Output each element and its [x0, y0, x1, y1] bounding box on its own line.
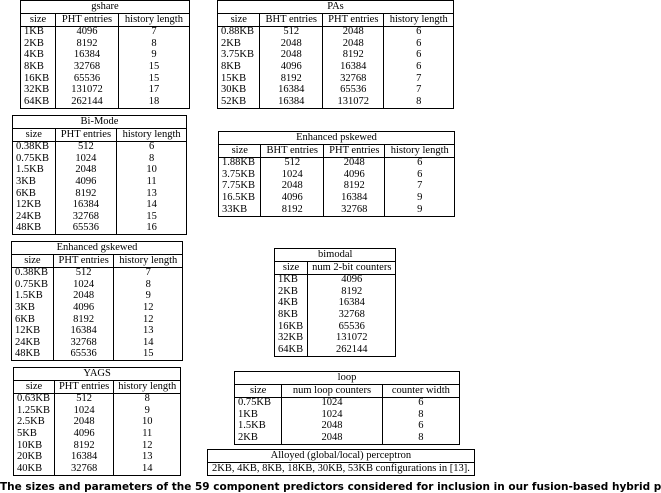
- yags-title: YAGS: [13, 367, 181, 380]
- loop-cell: 2048: [282, 421, 382, 433]
- gshare-cell: 16KB: [21, 73, 56, 85]
- gskewed-cell: 512: [53, 267, 114, 279]
- gshare-cell: 32768: [56, 61, 119, 73]
- yags-cell: 4096: [54, 428, 113, 440]
- loop-row: [235, 432, 460, 444]
- bimode-cell: 16384: [55, 200, 117, 212]
- gshare-cell: 9: [118, 50, 189, 62]
- gskewed-column-header: PHT entries: [53, 255, 114, 268]
- yags-row: [14, 463, 181, 475]
- yags-row: [14, 440, 181, 452]
- gshare-header-row: [21, 14, 190, 27]
- gshare-column-header: PHT entries: [56, 14, 119, 27]
- yags-cell: 1.25KB: [14, 405, 55, 417]
- yags-cell: 16384: [54, 452, 113, 464]
- pskewed-cell: 33KB: [219, 204, 261, 216]
- bimode-cell: 48KB: [13, 223, 56, 235]
- pas-row: [218, 38, 454, 50]
- pskewed-cell: 7: [385, 181, 455, 193]
- bimode-cell: 16: [117, 223, 187, 235]
- pas-cell: 2048: [323, 38, 384, 50]
- loop-cell: 2KB: [235, 432, 282, 444]
- gshare-cell: 2KB: [21, 38, 56, 50]
- pskewed-cell: 8192: [324, 181, 385, 193]
- loop-cell: 0.75KB: [235, 397, 282, 409]
- gshare-row: [21, 61, 190, 73]
- gskewed-cell: 2048: [53, 291, 114, 303]
- pas-cell: 8192: [260, 73, 323, 85]
- gskewed-title: Enhanced gskewed: [11, 241, 183, 254]
- pas-row: [218, 26, 454, 38]
- bimodal-row: [275, 344, 396, 356]
- pskewed-cell: 2048: [261, 181, 324, 193]
- pas-cell: 16384: [323, 61, 384, 73]
- pskewed-column-header: BHT entries: [261, 145, 324, 158]
- loop-column-header: counter width: [382, 385, 459, 398]
- gshare-cell: 18: [118, 96, 189, 108]
- gshare-cell: 15: [118, 61, 189, 73]
- bimode-cell: 14: [117, 200, 187, 212]
- gskewed-column-header: history length: [114, 255, 183, 268]
- loop-cell: 8: [382, 432, 459, 444]
- figure-caption: The sizes and parameters of the 59 component predictors considered for inclusion in our fusion-based hybrid p: [0, 481, 661, 493]
- gshare-row: [21, 73, 190, 85]
- bimodal-cell: 1KB: [275, 274, 308, 286]
- yags-cell: 512: [54, 393, 113, 405]
- gskewed-cell: 48KB: [12, 349, 54, 361]
- gskewed-cell: 8: [114, 279, 183, 291]
- gskewed-row: [12, 314, 183, 326]
- bimode-row: [13, 176, 187, 188]
- loop-row: [235, 409, 460, 421]
- bimode-cell: 11: [117, 176, 187, 188]
- pas-cell: 15KB: [218, 73, 260, 85]
- bimode-cell: 1024: [55, 153, 117, 165]
- gshare-cell: 17: [118, 85, 189, 97]
- bimodal-table: [274, 248, 396, 357]
- bimode-cell: 2048: [55, 165, 117, 177]
- yags-header-row: [14, 381, 181, 394]
- pas-cell: 7: [384, 73, 454, 85]
- bimodal-cell: 262144: [308, 344, 396, 356]
- bimodal-cell: 8KB: [275, 309, 308, 321]
- bimodal-cell: 65536: [308, 321, 396, 333]
- bimode-cell: 65536: [55, 223, 117, 235]
- perceptron-configurations: 2KB, 4KB, 8KB, 18KB, 30KB, 53KB configurations in [13].: [208, 463, 475, 476]
- bimodal-cell: 64KB: [275, 344, 308, 356]
- gskewed-cell: 24KB: [12, 337, 54, 349]
- loop-title: loop: [234, 371, 460, 384]
- bimode-row: [13, 165, 187, 177]
- gshare-column-header: size: [21, 14, 56, 27]
- gshare-column-header: history length: [118, 14, 189, 27]
- pas-cell: 30KB: [218, 85, 260, 97]
- gshare-cell: 8192: [56, 38, 119, 50]
- perceptron-title: Alloyed (global/local) perceptron: [207, 449, 475, 462]
- bimodal-cell: 32KB: [275, 333, 308, 345]
- pas-cell: 8KB: [218, 61, 260, 73]
- gskewed-cell: 15: [114, 349, 183, 361]
- bimodal-cell: 16384: [308, 298, 396, 310]
- perceptron-row: [208, 463, 475, 476]
- gskewed-cell: 13: [114, 326, 183, 338]
- yags-cell: 32768: [54, 463, 113, 475]
- pas-column-header: BHT entries: [260, 14, 323, 27]
- pas-cell: 6: [384, 50, 454, 62]
- yags-column-header: PHT entries: [54, 381, 113, 394]
- loop-column-header: num loop counters: [282, 385, 382, 398]
- gshare-cell: 1KB: [21, 26, 56, 38]
- gshare-row: [21, 96, 190, 108]
- yags-row: [14, 393, 181, 405]
- gshare-cell: 8: [118, 38, 189, 50]
- pskewed-cell: 32768: [324, 204, 385, 216]
- pas-cell: 512: [260, 26, 323, 38]
- yags-cell: 13: [114, 452, 181, 464]
- yags-cell: 40KB: [14, 463, 55, 475]
- pskewed-cell: 6: [385, 169, 455, 181]
- pskewed-cell: 8192: [261, 204, 324, 216]
- bimodal-row: [275, 286, 396, 298]
- bimode-cell: 8: [117, 153, 187, 165]
- yags-row: [14, 452, 181, 464]
- pskewed-title: Enhanced pskewed: [218, 131, 455, 144]
- pskewed-row: [219, 192, 455, 204]
- pskewed-cell: 16384: [324, 192, 385, 204]
- gskewed-row: [12, 349, 183, 361]
- yags-cell: 0.63KB: [14, 393, 55, 405]
- gskewed-header-row: [12, 255, 183, 268]
- gshare-row: [21, 38, 190, 50]
- gshare-row: [21, 50, 190, 62]
- bimode-row: [13, 141, 187, 153]
- gshare-row: [21, 26, 190, 38]
- gshare-cell: 262144: [56, 96, 119, 108]
- bimode-cell: 4096: [55, 176, 117, 188]
- bimodal-cell: 131072: [308, 333, 396, 345]
- loop-cell: 6: [382, 397, 459, 409]
- gskewed-cell: 7: [114, 267, 183, 279]
- bimode-row: [13, 153, 187, 165]
- gskewed-cell: 1024: [53, 279, 114, 291]
- pskewed-table: [218, 131, 455, 217]
- bimode-column-header: size: [13, 129, 56, 142]
- pas-row: [218, 96, 454, 108]
- gshare-cell: 4096: [56, 26, 119, 38]
- bimodal-row: [275, 309, 396, 321]
- pskewed-header-row: [219, 145, 455, 158]
- pskewed-cell: 4096: [324, 169, 385, 181]
- bimode-column-header: history length: [117, 129, 187, 142]
- pskewed-row: [219, 157, 455, 169]
- gskewed-cell: 12KB: [12, 326, 54, 338]
- gskewed-cell: 65536: [53, 349, 114, 361]
- pskewed-row: [219, 181, 455, 193]
- pas-table: [217, 0, 454, 109]
- bimode-cell: 15: [117, 211, 187, 223]
- pskewed-row: [219, 204, 455, 216]
- bimodal-cell: 2KB: [275, 286, 308, 298]
- gskewed-row: [12, 291, 183, 303]
- pas-cell: 2048: [260, 50, 323, 62]
- bimode-cell: 8192: [55, 188, 117, 200]
- pskewed-cell: 3.75KB: [219, 169, 261, 181]
- gshare-cell: 16384: [56, 50, 119, 62]
- gskewed-cell: 32768: [53, 337, 114, 349]
- yags-table: [13, 367, 181, 476]
- pskewed-cell: 16.5KB: [219, 192, 261, 204]
- pskewed-cell: 1.88KB: [219, 157, 261, 169]
- gshare-row: [21, 85, 190, 97]
- loop-cell: 1.5KB: [235, 421, 282, 433]
- bimodal-cell: 32768: [308, 309, 396, 321]
- gshare-cell: 32KB: [21, 85, 56, 97]
- pas-cell: 3.75KB: [218, 50, 260, 62]
- yags-cell: 9: [114, 405, 181, 417]
- gshare-cell: 15: [118, 73, 189, 85]
- pas-cell: 6: [384, 38, 454, 50]
- pas-cell: 7: [384, 85, 454, 97]
- bimode-cell: 0.75KB: [13, 153, 56, 165]
- pskewed-column-header: PHT entries: [324, 145, 385, 158]
- pas-cell: 2048: [323, 26, 384, 38]
- pas-row: [218, 61, 454, 73]
- pskewed-cell: 4096: [261, 192, 324, 204]
- pskewed-cell: 512: [261, 157, 324, 169]
- bimodal-header-row: [275, 262, 396, 275]
- gskewed-cell: 12: [114, 302, 183, 314]
- yags-cell: 14: [114, 463, 181, 475]
- pskewed-column-header: size: [219, 145, 261, 158]
- bimodal-cell: 16KB: [275, 321, 308, 333]
- bimode-cell: 3KB: [13, 176, 56, 188]
- gskewed-cell: 0.38KB: [12, 267, 54, 279]
- yags-row: [14, 417, 181, 429]
- bimodal-cell: 4KB: [275, 298, 308, 310]
- gskewed-row: [12, 279, 183, 291]
- loop-cell: 8: [382, 409, 459, 421]
- pas-cell: 16384: [260, 85, 323, 97]
- pskewed-cell: 6: [385, 157, 455, 169]
- gskewed-cell: 0.75KB: [12, 279, 54, 291]
- gskewed-cell: 14: [114, 337, 183, 349]
- gskewed-row: [12, 337, 183, 349]
- pas-row: [218, 50, 454, 62]
- bimode-cell: 0.38KB: [13, 141, 56, 153]
- gshare-cell: 4KB: [21, 50, 56, 62]
- loop-header-row: [235, 385, 460, 398]
- gskewed-table: [11, 241, 183, 361]
- gshare-table: [20, 0, 190, 109]
- gshare-cell: 8KB: [21, 61, 56, 73]
- pas-cell: 6: [384, 26, 454, 38]
- pas-cell: 32768: [323, 73, 384, 85]
- gskewed-cell: 3KB: [12, 302, 54, 314]
- gshare-cell: 7: [118, 26, 189, 38]
- bimode-cell: 512: [55, 141, 117, 153]
- bimodal-row: [275, 298, 396, 310]
- yags-row: [14, 405, 181, 417]
- pas-cell: 6: [384, 61, 454, 73]
- bimode-row: [13, 188, 187, 200]
- yags-cell: 1024: [54, 405, 113, 417]
- bimodal-column-header: num 2-bit counters: [308, 262, 396, 275]
- gskewed-cell: 12: [114, 314, 183, 326]
- bimodal-column-header: size: [275, 262, 308, 275]
- gskewed-cell: 4096: [53, 302, 114, 314]
- gskewed-column-header: size: [12, 255, 54, 268]
- loop-cell: 6: [382, 421, 459, 433]
- gskewed-cell: 16384: [53, 326, 114, 338]
- bimodal-row: [275, 321, 396, 333]
- pas-cell: 52KB: [218, 96, 260, 108]
- bimodal-cell: 4096: [308, 274, 396, 286]
- perceptron-table: [207, 449, 475, 476]
- bimode-row: [13, 211, 187, 223]
- gshare-cell: 64KB: [21, 96, 56, 108]
- bimode-title: Bi-Mode: [12, 115, 187, 128]
- bimode-cell: 24KB: [13, 211, 56, 223]
- pskewed-cell: 9: [385, 204, 455, 216]
- yags-column-header: size: [14, 381, 55, 394]
- pskewed-cell: 2048: [324, 157, 385, 169]
- loop-cell: 1024: [282, 397, 382, 409]
- yags-cell: 12: [114, 440, 181, 452]
- gskewed-row: [12, 267, 183, 279]
- bimode-row: [13, 200, 187, 212]
- yags-cell: 8192: [54, 440, 113, 452]
- pas-row: [218, 73, 454, 85]
- bimode-cell: 6KB: [13, 188, 56, 200]
- yags-cell: 2048: [54, 417, 113, 429]
- loop-cell: 1KB: [235, 409, 282, 421]
- gskewed-cell: 6KB: [12, 314, 54, 326]
- gskewed-row: [12, 326, 183, 338]
- yags-row: [14, 428, 181, 440]
- bimode-cell: 12KB: [13, 200, 56, 212]
- pas-column-header: history length: [384, 14, 454, 27]
- loop-table: [234, 371, 460, 445]
- bimode-cell: 32768: [55, 211, 117, 223]
- loop-column-header: size: [235, 385, 282, 398]
- pas-cell: 2048: [260, 38, 323, 50]
- pas-row: [218, 85, 454, 97]
- pskewed-column-header: history length: [385, 145, 455, 158]
- gshare-cell: 65536: [56, 73, 119, 85]
- yags-cell: 20KB: [14, 452, 55, 464]
- yags-column-header: history length: [114, 381, 181, 394]
- bimode-cell: 13: [117, 188, 187, 200]
- loop-row: [235, 421, 460, 433]
- yags-cell: 10: [114, 417, 181, 429]
- pas-cell: 8: [384, 96, 454, 108]
- yags-cell: 10KB: [14, 440, 55, 452]
- yags-cell: 5KB: [14, 428, 55, 440]
- pskewed-cell: 1024: [261, 169, 324, 181]
- gshare-title: gshare: [20, 0, 190, 13]
- bimode-cell: 6: [117, 141, 187, 153]
- gskewed-cell: 8192: [53, 314, 114, 326]
- bimodal-title: bimodal: [274, 248, 396, 261]
- yags-cell: 2.5KB: [14, 417, 55, 429]
- bimodal-row: [275, 333, 396, 345]
- pas-column-header: PHT entries: [323, 14, 384, 27]
- bimode-cell: 10: [117, 165, 187, 177]
- pas-title: PAs: [217, 0, 454, 13]
- pas-cell: 8192: [323, 50, 384, 62]
- loop-cell: 2048: [282, 432, 382, 444]
- bimode-column-header: PHT entries: [55, 129, 117, 142]
- pas-header-row: [218, 14, 454, 27]
- bimode-cell: 1.5KB: [13, 165, 56, 177]
- pas-cell: 0.88KB: [218, 26, 260, 38]
- pas-cell: 16384: [260, 96, 323, 108]
- yags-cell: 11: [114, 428, 181, 440]
- pskewed-cell: 9: [385, 192, 455, 204]
- bimode-row: [13, 223, 187, 235]
- bimode-table: [12, 115, 187, 235]
- bimode-header-row: [13, 129, 187, 142]
- loop-cell: 1024: [282, 409, 382, 421]
- loop-row: [235, 397, 460, 409]
- gskewed-row: [12, 302, 183, 314]
- bimodal-row: [275, 274, 396, 286]
- pas-cell: 4096: [260, 61, 323, 73]
- gshare-cell: 131072: [56, 85, 119, 97]
- gskewed-cell: 9: [114, 291, 183, 303]
- pas-cell: 131072: [323, 96, 384, 108]
- yags-cell: 8: [114, 393, 181, 405]
- pskewed-row: [219, 169, 455, 181]
- bimodal-cell: 8192: [308, 286, 396, 298]
- pas-column-header: size: [218, 14, 260, 27]
- pskewed-cell: 7.75KB: [219, 181, 261, 193]
- gskewed-cell: 1.5KB: [12, 291, 54, 303]
- pas-cell: 65536: [323, 85, 384, 97]
- pas-cell: 2KB: [218, 38, 260, 50]
